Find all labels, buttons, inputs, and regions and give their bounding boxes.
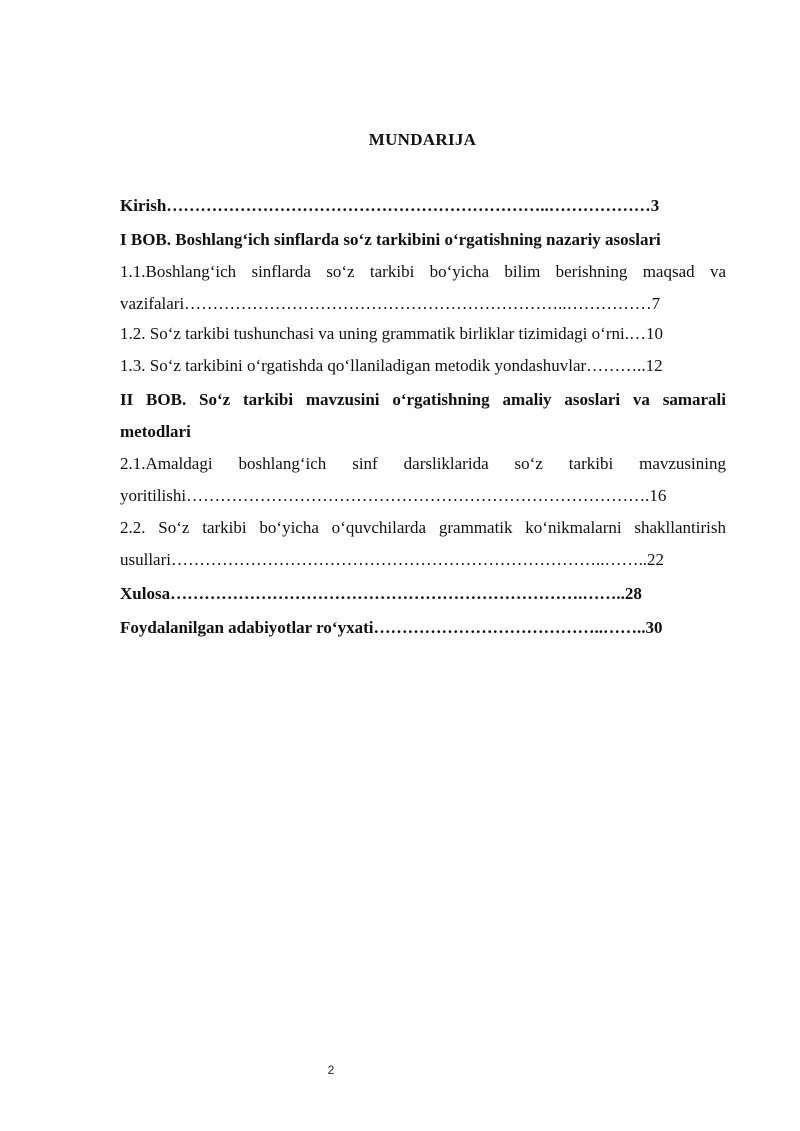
toc-entry-2-1-line-2: yoritilishi……………………………………………………………………….16 bbox=[120, 486, 667, 505]
toc-chapter-1-heading: I BOB. Boshlangʻich sinflarda soʻz tarkibini oʻrgatishning nazariy asoslari bbox=[120, 230, 661, 249]
toc-entry-2-2-line-1: 2.2. Soʻz tarkibi boʻyicha oʻquvchilarda grammatik koʻnikmalarni shakllantirish bbox=[120, 518, 726, 537]
toc-entry-xulosa: Xulosa……………………………………………………………….……..28 bbox=[120, 584, 642, 603]
toc-entry-kirish: Kirish…………………………………………………………..………………3 bbox=[120, 196, 660, 215]
toc-entry-references: Foydalanilgan adabiyotlar roʻyxati…………………………………..……..30 bbox=[120, 618, 663, 637]
toc-entry-1-1-line-1: 1.1.Boshlangʻich sinflarda soʻz tarkibi boʻyicha bilim berishning maqsad va bbox=[120, 262, 726, 281]
toc-entry-1-1-line-2: vazifalari…………………………………………………………..……………7 bbox=[120, 294, 661, 313]
page-number: 2 bbox=[327, 1063, 335, 1077]
toc-entry-2-2-line-2: usullari…………………………………………………………………..……..22 bbox=[120, 550, 664, 569]
toc-chapter-2-heading-line-1: II BOB. Soʻz tarkibi mavzusini oʻrgatishning amaliy asoslari va samarali bbox=[120, 390, 726, 409]
toc-entry-1-3: 1.3. Soʻz tarkibini oʻrgatishda qoʻllaniladigan metodik yondashuvlar………..12 bbox=[120, 356, 663, 375]
page-title: MUNDARIJA bbox=[368, 130, 477, 149]
toc-entry-2-1-line-1: 2.1.Amaldagi boshlangʻich sinf darsliklarida soʻz tarkibi mavzusining bbox=[120, 454, 726, 473]
toc-chapter-2-heading-line-2: metodlari bbox=[120, 422, 191, 441]
toc-entry-1-2: 1.2. Soʻz tarkibi tushunchasi va uning grammatik birliklar tizimidagi oʻrni.…10 bbox=[120, 324, 663, 343]
